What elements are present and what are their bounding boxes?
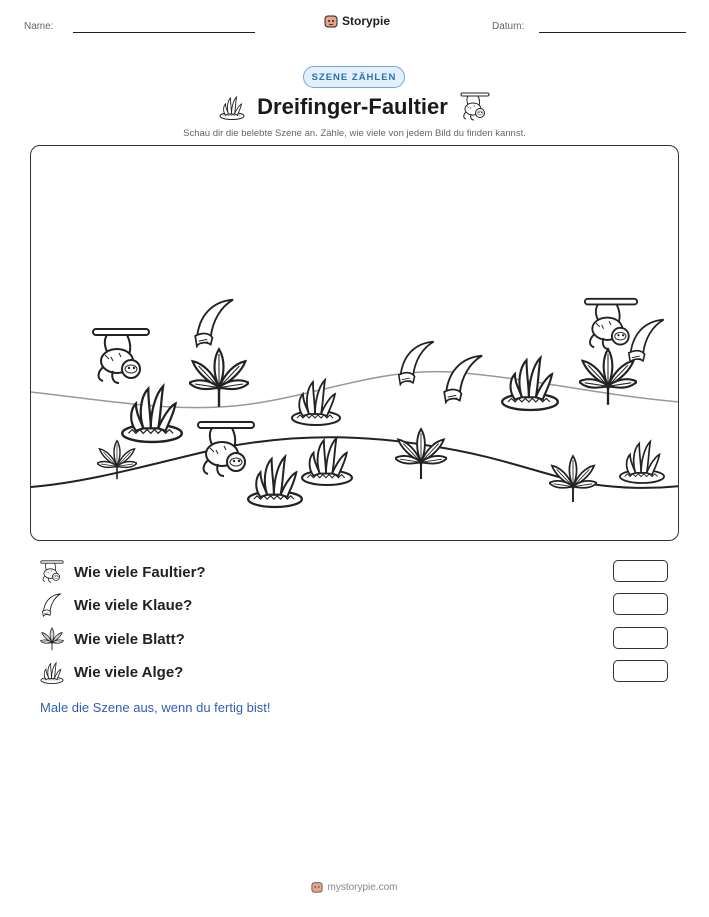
date-label: Datum: <box>492 21 525 32</box>
scene-illustration <box>31 146 679 541</box>
page-title: Dreifinger-Faultier <box>257 94 448 119</box>
answer-box-sloth[interactable] <box>613 560 668 582</box>
sloth-icon <box>460 92 490 122</box>
question-text: Wie viele Alge? <box>74 663 184 681</box>
counting-scene <box>30 145 679 541</box>
algae-icon <box>219 94 245 120</box>
scene-sloth <box>585 299 637 349</box>
category-badge: SZENE ZÄHLEN <box>303 66 405 88</box>
site-footer <box>0 881 709 893</box>
scene-algae <box>302 438 352 485</box>
question-text: Wie viele Faultier? <box>74 563 206 581</box>
site-url[interactable]: mystorypie.com <box>327 881 398 893</box>
scene-algae <box>502 358 558 410</box>
question-row <box>40 627 185 651</box>
storypie-logo-icon <box>311 881 323 893</box>
leaf-icon <box>40 627 64 651</box>
scene-claw <box>629 320 664 363</box>
scene-leaf <box>189 349 249 407</box>
scene-algae <box>620 442 664 483</box>
scene-claw <box>444 356 482 403</box>
answer-box-leaf[interactable] <box>613 627 668 649</box>
scene-algae <box>248 457 302 507</box>
question-row <box>40 560 206 584</box>
claw-icon <box>40 593 64 617</box>
instructions: Schau dir die belebte Szene an. Zähle, wie viele von jedem Bild du finden kannst. <box>183 128 526 139</box>
name-label: Name: <box>24 21 54 32</box>
scene-leaf <box>549 456 597 502</box>
name-line[interactable] <box>73 32 255 33</box>
brand-name: Storypie <box>342 14 391 28</box>
answer-box-claw[interactable] <box>613 593 668 615</box>
scene-leaf <box>97 441 137 479</box>
scene-algae <box>122 386 182 442</box>
question-row <box>40 593 192 617</box>
question-row <box>40 660 183 684</box>
algae-icon <box>40 660 64 684</box>
question-text: Wie viele Klaue? <box>74 596 193 614</box>
scene-leaf <box>395 429 447 479</box>
brand <box>324 14 390 28</box>
question-text: Wie viele Blatt? <box>74 630 185 648</box>
scene-sloth <box>198 422 254 476</box>
answer-box-algae[interactable] <box>613 660 668 682</box>
scene-claw <box>195 300 233 347</box>
scene-claw <box>399 342 434 385</box>
date-line[interactable] <box>539 32 686 33</box>
scene-sloth <box>93 329 149 383</box>
storypie-logo-icon <box>324 14 338 28</box>
sloth-icon <box>40 560 64 584</box>
title-row <box>0 92 709 126</box>
coloring-note: Male die Szene aus, wenn du fertig bist! <box>40 700 271 715</box>
